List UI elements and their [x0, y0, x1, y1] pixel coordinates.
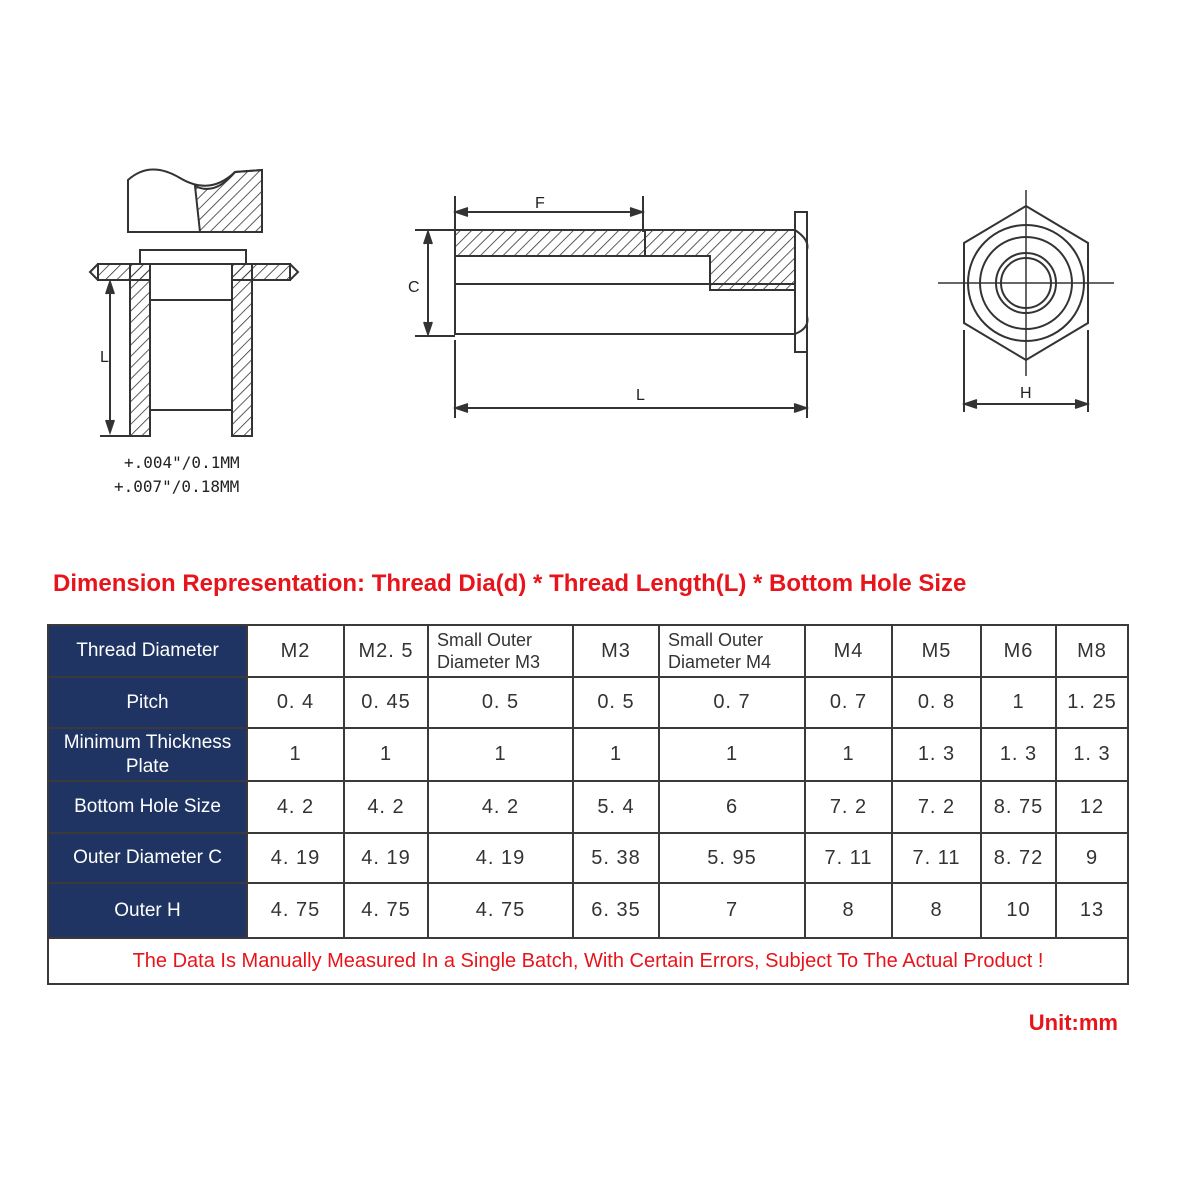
table-cell: 0. 45 [344, 677, 428, 728]
table-cell: 12 [1056, 781, 1128, 833]
column-header: Small Outer Diameter M4 [659, 625, 805, 677]
front-c-label: C [408, 279, 420, 296]
row-label: Outer Diameter C [48, 833, 247, 883]
table-cell: 0. 5 [428, 677, 573, 728]
row-label: Minimum Thickness Plate [48, 728, 247, 781]
table-cell: 5. 38 [573, 833, 659, 883]
table-cell: 7. 11 [805, 833, 892, 883]
table-cell: 0. 4 [247, 677, 344, 728]
table-cell: 9 [1056, 833, 1128, 883]
section-view-drawing [90, 169, 298, 436]
table-cell: 0. 5 [573, 677, 659, 728]
table-cell: 6. 35 [573, 883, 659, 938]
table-cell: 0. 8 [892, 677, 981, 728]
table-cell: 1 [981, 677, 1056, 728]
table-cell: 7. 2 [805, 781, 892, 833]
table-row [48, 833, 1128, 883]
column-header: M4 [805, 625, 892, 677]
column-header: M6 [981, 625, 1056, 677]
column-header: Small Outer Diameter M3 [428, 625, 573, 677]
table-cell: 7. 2 [892, 781, 981, 833]
column-header: M5 [892, 625, 981, 677]
table-cell: 7 [659, 883, 805, 938]
table-header-row [48, 625, 1128, 677]
measurement-note: The Data Is Manually Measured In a Single Batch, With Certain Errors, Subject To The Actual Product ! [48, 938, 1128, 984]
table-cell: 4. 19 [428, 833, 573, 883]
table-cell: 8. 72 [981, 833, 1056, 883]
table-cell: 6 [659, 781, 805, 833]
table-cell: 13 [1056, 883, 1128, 938]
table-cell: 1. 3 [1056, 728, 1128, 781]
technical-drawings [0, 0, 1200, 540]
table-row [48, 728, 1128, 781]
table-cell: 4. 2 [344, 781, 428, 833]
table-cell: 1 [659, 728, 805, 781]
tolerance-line-1: +.004"/0.1MM [124, 453, 240, 472]
hex-h-label: H [1020, 385, 1032, 402]
table-cell: 4. 75 [344, 883, 428, 938]
front-l-label: L [636, 387, 645, 404]
table-cell: 1 [344, 728, 428, 781]
table-cell: 1. 3 [892, 728, 981, 781]
table-cell: 4. 2 [428, 781, 573, 833]
column-header: M2. 5 [344, 625, 428, 677]
front-view-drawing [415, 196, 808, 418]
column-header: M3 [573, 625, 659, 677]
table-cell: 1. 25 [1056, 677, 1128, 728]
table-row [48, 781, 1128, 833]
table-cell: 4. 19 [344, 833, 428, 883]
table-cell: 4. 19 [247, 833, 344, 883]
row-label: Bottom Hole Size [48, 781, 247, 833]
note-row [48, 938, 1128, 984]
tolerance-line-2: +.007"/0.18MM [114, 477, 240, 496]
table-cell: 1 [805, 728, 892, 781]
side-l-label: L [100, 349, 109, 366]
table-cell: 0. 7 [659, 677, 805, 728]
hex-end-view-drawing [938, 190, 1114, 412]
table-cell: 10 [981, 883, 1056, 938]
column-header: M8 [1056, 625, 1128, 677]
table-cell: 1 [573, 728, 659, 781]
header-label-cell: Thread Diameter [48, 625, 247, 677]
spec-table [47, 624, 1129, 985]
table-cell: 8. 75 [981, 781, 1056, 833]
row-label: Outer H [48, 883, 247, 938]
table-cell: 8 [805, 883, 892, 938]
table-cell: 0. 7 [805, 677, 892, 728]
table-cell: 4. 2 [247, 781, 344, 833]
table-cell: 8 [892, 883, 981, 938]
table-cell: 1 [247, 728, 344, 781]
table-row [48, 677, 1128, 728]
unit-label: Unit:mm [1028, 1010, 1118, 1035]
dimension-heading: Dimension Representation: Thread Dia(d) * Thread Length(L) * Bottom Hole Size [53, 570, 967, 597]
table-cell: 4. 75 [247, 883, 344, 938]
table-cell: 7. 11 [892, 833, 981, 883]
table-cell: 4. 75 [428, 883, 573, 938]
table-cell: 1 [428, 728, 573, 781]
table-cell: 1. 3 [981, 728, 1056, 781]
table-cell: 5. 95 [659, 833, 805, 883]
column-header: M2 [247, 625, 344, 677]
table-row [48, 883, 1128, 938]
table-cell: 5. 4 [573, 781, 659, 833]
front-f-label: F [535, 195, 545, 212]
row-label: Pitch [48, 677, 247, 728]
